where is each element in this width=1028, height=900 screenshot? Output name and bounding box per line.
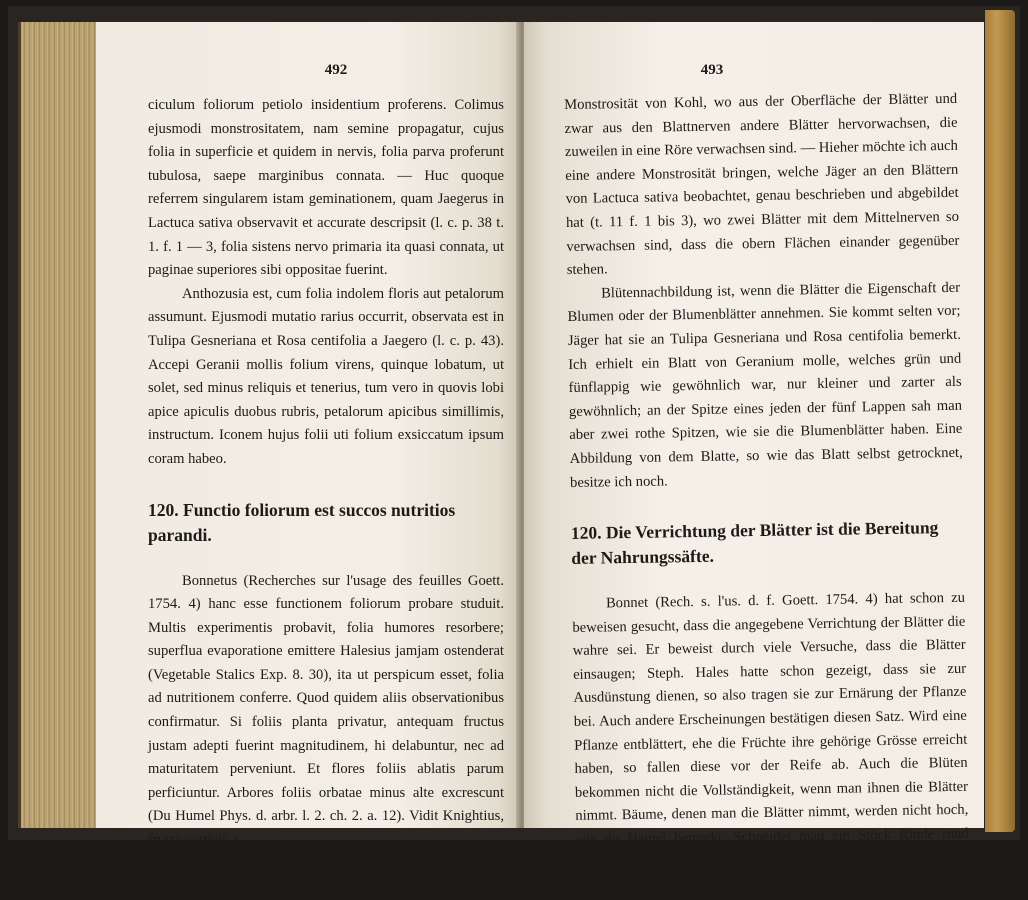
page-number-right: 493 [700,62,724,78]
left-paragraph-3: Bonnetus (Recherches sur l'usage des feuilles Goett. 1754. 4) hanc esse functionem foliorum probare studuit. Multis experimentis probavit, folia humores resorbere; superflua evaporatione emittere Halesius jamjam ostenderat (Vegetable Stalics Exp. 8. 30), ita ut perspicum esset, folia ad nutritionem conferre. Quod quidem aliis observationibus confirmatur. Si foliis planta privatur, antequam fructus justam adepti fuerint magnitudinem, hi delabuntur, nec ad maturitatem perveniunt. Et flores foliis ablatis parum perficiuntur. Arbores foliis orbatae minus alte excrescunt (Du Humel Phys. d. arbr. l. 2. ch. 2. a. 12). Vidit Knightius, frusta corticis a [148,572,504,849]
left-page [96,22,520,849]
left-section-heading: 120. Functio foliorum est succos nutritios parandi. [148,499,456,545]
right-page-text [564,88,970,900]
left-paragraph-1: ciculum foliorum petiolo insidentium proferens. Colimus ejusmodi monstrositatem, nam semine propagatur, cujus folia in superficie et quidem in nervis, folia parva proferunt tubulosa, saepe marginibus connata. — Huc quoque referrem singularem istam geminationem, quam Jaegerus in Lactuca sativa observavit et accurate descripsit (l. c. p. 38 t. 1. f. 1 — 3, folia sistens nervo primaria ita quasi connata, ut paginae superiores sibi oppositae fuerint. [148,97,504,279]
book-cover-right [985,10,1015,832]
right-paragraph-1: Monstrosität von Kohl, wo aus der Oberfläche der Blätter und zwar aus den Blattnerven andere Blätter hervorwachsen, die zuweilen in eine Röre verwachsen sind. — Hieher möchte ich auch eine andere Monstrosität bringen, welche Jäger an den Blättern von Lactuca sativa beobachtet, genau beschrieben und abgebildet hat (t. 11 f. 1 bis 3), wo zwei Blätter mit dem Mittelnerven so verwachsen sind, dass die obern Flächen einander gegenüber stehen. [564,90,960,279]
left-page-text [148,94,504,853]
left-paragraph-2: Anthozusia est, cum folia indolem floris aut petalorum assumunt. Ejusmodi mutatio rarius occurrit, observata est in Tulipa Gesneriana et Rosa centifolia a Jaegero (l. c. p. 43). Accepi Geranii mollis folium virens, quinque lobatum, ut solet, sed minus reliquis et tenerius, tum vero in quovis lobi apice apiculis duobus rubris, petalorum apicibus simillimis, instructum. Iconem hujus folii uti folium exsiccatum ipsum coram habeo. [148,285,504,467]
right-page [524,22,984,896]
page-number-left: 492 [324,62,348,78]
right-section-heading: 120. Die Verrichtung der Blätter ist die Bereitung der Nahrungssäfte. [570,517,939,569]
right-paragraph-3: Bonnet (Rech. s. l'us. d. f. Goett. 1754. 4) hat schon zu beweisen gesucht, dass die angegebene Verrichtung der Blätter die wahre sei. Er beweist durch viele Versuche, dass die Blätter einsaugen; Steph. Hales hatte schon gezeigt, dass sie zur Ausdünstung dienen, so also tragen sie zur Ernärung der Pflanze bei. Auch andere Erscheinungen bestätigen diesen Satz. Wird eine Pflanze entblättert, ehe die Früchte ihre gehörige Grösse erreicht haben, so fallen diese vor der Reife ab. Auch die Blüten bekommen nicht die Vollständigkeit, wenn man ihnen die Blätter nimmt. Bäume, denen man die Blätter nimmt, werden nicht hoch, wie du Hamel bemerkt. Schneidet man ein Stück Rinde rund umher von der übrigen Rinde los, so bleibt dieses Stück länger grün, wenn [572,589,970,896]
page-edges-left [18,22,101,828]
right-paragraph-2: Blütennachbildung ist, wenn die Blätter die Eigenschaft der Blumen oder der Blumenblätter annehmen. Sie kommt selten vor; Jäger hat sie an Tulipa Gesneriana und Rosa centifolia bemerkt. Ich erhielt ein Blatt von Geranium molle, welches grün und fünflappig wie gewöhnlich war, nur kleiner und zarter als gewöhnlich; an der Spitze eines jeden der fünf Lappen sah man aber zwei rothe Spitzen, wie sie die Blumenblätter haben. Eine Abbildung von dem Blatte, so wie das Blatt selbst getrocknet, besitze ich noch. [567,279,963,491]
